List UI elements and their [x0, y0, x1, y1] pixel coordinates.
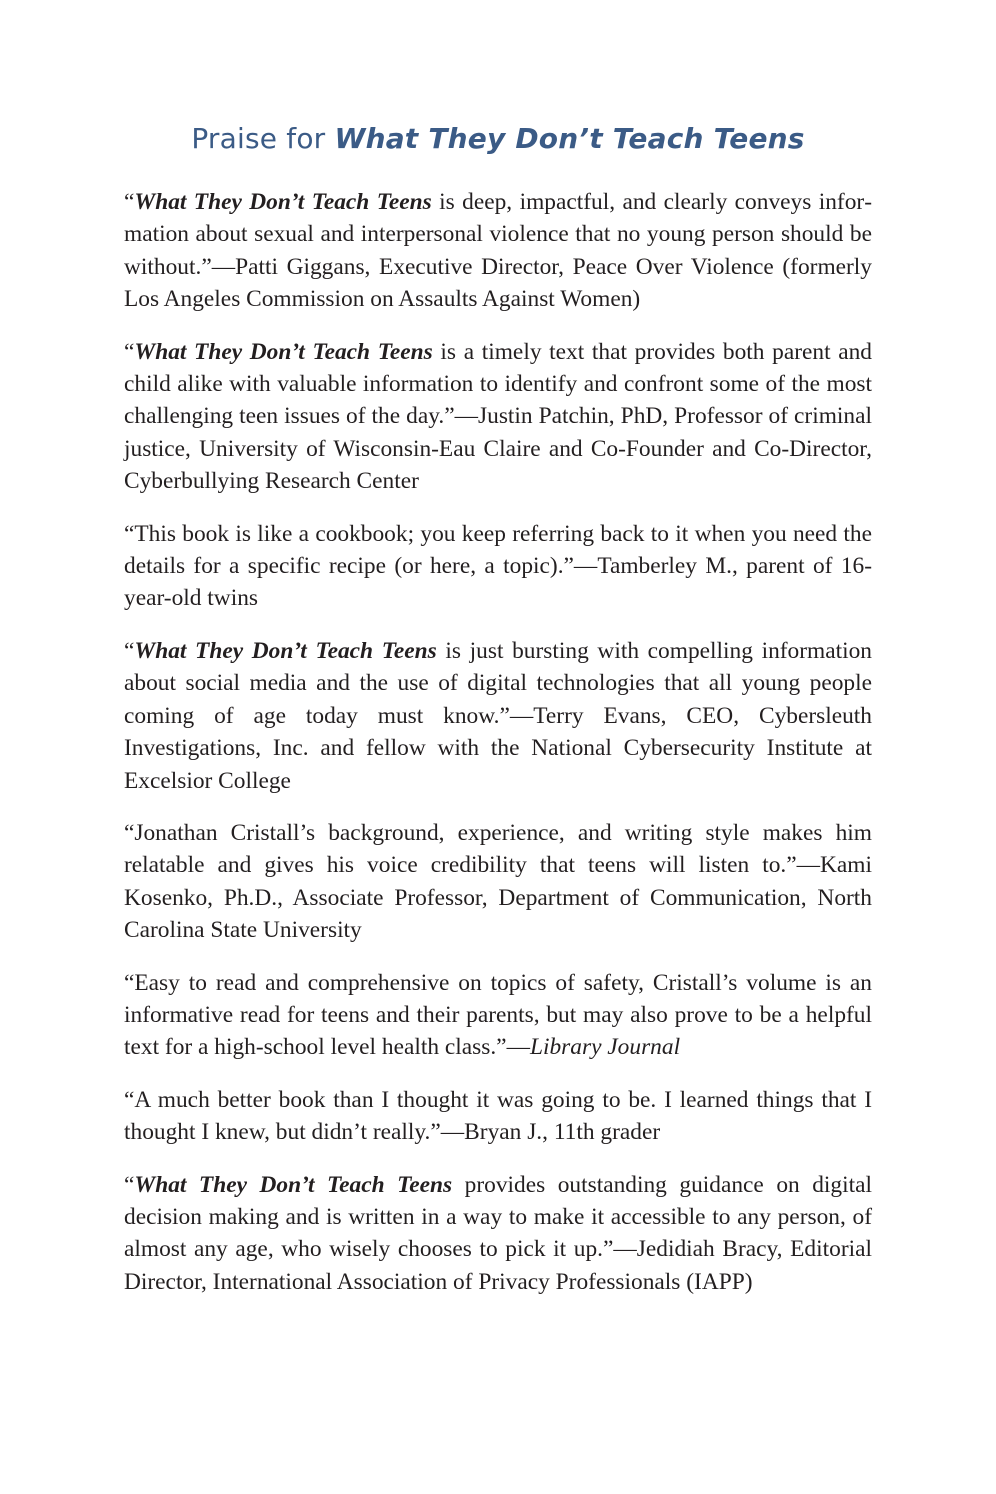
quote-3	[124, 518, 872, 615]
quote-book-title: What They Don’t Teach Teens	[134, 338, 433, 365]
quote-8	[124, 1169, 872, 1299]
quote-text: is deep, impactful, and clearly conveys information about sexual and interpersonal violence that no young person should be without.”—Patti Giggans, Executive Director, Peace Over Violence (formerly Los Angeles Commission on Assaults Against Women)	[124, 189, 872, 313]
page-title-prefix: Praise for	[191, 122, 335, 155]
quote-text: provides outstanding guidance on digital decision making and is written in a way to make it accessible to any person, of almost any age, who wisely chooses to pick it up.”—Jedidiah Bracy, Editorial Director, International Association of Privacy Professionals (IAPP)	[124, 1171, 872, 1295]
quote-text: “A much better book than I thought it was going to be. I learned things that I thought I knew, but didn’t really.”—Bryan J., 11th grader	[124, 1086, 872, 1146]
praise-page	[124, 118, 872, 1318]
quote-text: “Easy to read and comprehensive on topics of safety, Cristall’s volume is an informative read for teens and their parents, but may also prove to be a helpful text for a high-school level health class.”—	[124, 969, 872, 1061]
quote-book-title: What They Don’t Teach Teens	[134, 189, 432, 215]
quote-text: “This book is like a cookbook; you keep referring back to it when you need the details for a specific recipe (or here, a topic).”—Tamberley M., parent of 16-year-old twins	[124, 520, 872, 612]
quote-source: Library Journal	[529, 1034, 681, 1061]
quote-7	[124, 1084, 872, 1149]
quote-text: is a timely text that provides both parent and child alike with valuable information to identify and confront some of the most challenging teen issues of the day.”—Justin Patchin, PhD, Professor of criminal justice, University of Wisconsin-Eau Claire and Co-Founder and Co-Director, Cyberbullying Research Center	[124, 338, 873, 495]
quote-open-mark: “	[124, 1171, 135, 1198]
quote-text: is just bursting with compelling information about social media and the use of digital technologies that all young people coming of age today must know.”—Terry Evans, CEO, Cybersleuth Investigations, Inc. and fellow with the National Cybersecurity Institute at Excelsior College	[124, 637, 873, 794]
quote-book-title: What They Don’t Teach Teens	[134, 1171, 453, 1198]
quote-text: “Jonathan Cristall’s background, experience, and writing style makes him relatable and gives his voice credibility that teens will listen to.”—Kami Kosenko, Ph.D., Associate Professor, Department of Communication, North Carolina State University	[124, 819, 872, 944]
quote-open-mark: “	[124, 637, 135, 664]
page-title	[124, 118, 872, 160]
quote-4	[124, 635, 872, 797]
page-title-book: What They Don’t Teach Teens	[334, 122, 805, 155]
quote-1	[124, 186, 872, 316]
quote-open-mark: “	[124, 189, 135, 215]
quote-6	[124, 967, 872, 1064]
quote-5	[124, 817, 872, 947]
quote-2	[124, 336, 872, 498]
quote-book-title: What They Don’t Teach Teens	[134, 637, 437, 664]
quote-open-mark: “	[124, 338, 135, 365]
